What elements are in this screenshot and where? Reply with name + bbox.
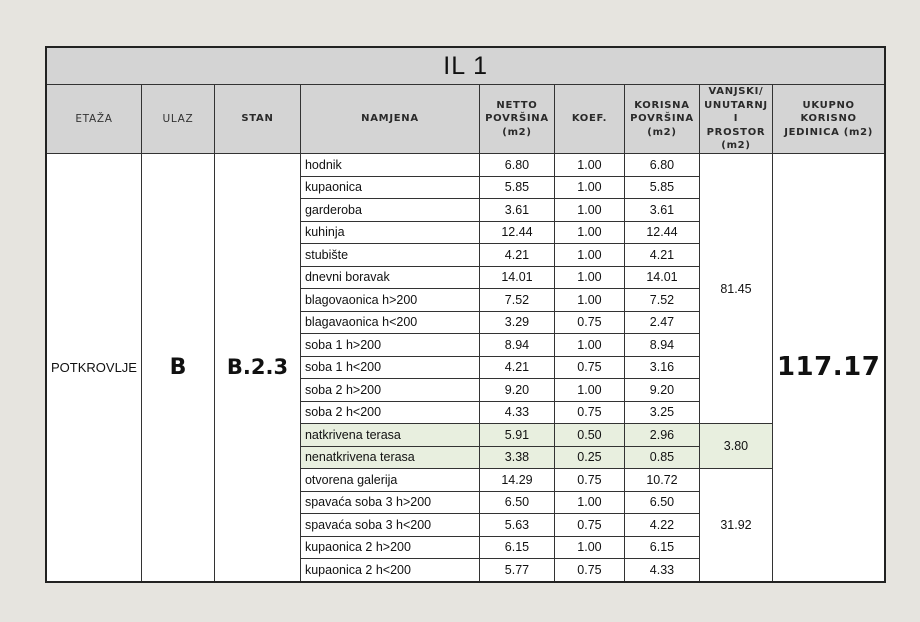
- cell-netto: 4.33: [479, 401, 554, 424]
- cell-namjena: hodnik: [300, 154, 479, 177]
- cell-namjena: soba 2 h>200: [300, 379, 479, 402]
- cell-korisna: 4.21: [624, 244, 699, 267]
- cell-vanjski-total: 81.45: [699, 154, 772, 424]
- cell-ukupno-total: 117.17: [772, 154, 885, 582]
- cell-korisna: 6.50: [624, 491, 699, 514]
- cell-netto: 14.01: [479, 266, 554, 289]
- cell-koef: 0.75: [554, 469, 624, 492]
- cell-ulaz: B: [141, 154, 214, 582]
- cell-namjena: kupaonica 2 h<200: [300, 559, 479, 582]
- cell-netto: 4.21: [479, 356, 554, 379]
- cell-netto: 14.29: [479, 469, 554, 492]
- cell-netto: 3.61: [479, 199, 554, 222]
- area-table-sheet: [45, 46, 886, 583]
- cell-korisna: 8.94: [624, 334, 699, 357]
- header-namjena: NAMJENA: [300, 85, 479, 154]
- cell-namjena: dnevni boravak: [300, 266, 479, 289]
- table-row: [46, 154, 885, 177]
- cell-korisna: 14.01: [624, 266, 699, 289]
- cell-korisna: 2.47: [624, 311, 699, 334]
- cell-namjena: soba 1 h>200: [300, 334, 479, 357]
- cell-namjena: spavaća soba 3 h>200: [300, 491, 479, 514]
- cell-koef: 1.00: [554, 266, 624, 289]
- cell-namjena: kupaonica 2 h>200: [300, 536, 479, 559]
- cell-koef: 0.75: [554, 356, 624, 379]
- cell-netto: 5.85: [479, 176, 554, 199]
- cell-stan: B.2.3: [214, 154, 300, 582]
- cell-koef: 1.00: [554, 176, 624, 199]
- table-body: [46, 154, 885, 582]
- table-title: IL 1: [46, 47, 885, 85]
- cell-vanjski-total: 3.80: [699, 424, 772, 469]
- cell-korisna: 4.22: [624, 514, 699, 537]
- cell-koef: 0.75: [554, 401, 624, 424]
- cell-korisna: 6.80: [624, 154, 699, 177]
- cell-netto: 5.91: [479, 424, 554, 447]
- cell-netto: 5.77: [479, 559, 554, 582]
- header-netto: NETTO POVRŠINA (m2): [479, 85, 554, 154]
- header-korisna: KORISNA POVRŠINA (m2): [624, 85, 699, 154]
- header-ulaz: ULAZ: [141, 85, 214, 154]
- cell-netto: 12.44: [479, 221, 554, 244]
- cell-namjena: kuhinja: [300, 221, 479, 244]
- cell-korisna: 5.85: [624, 176, 699, 199]
- cell-korisna: 3.16: [624, 356, 699, 379]
- header-stan: STAN: [214, 85, 300, 154]
- cell-koef: 1.00: [554, 199, 624, 222]
- cell-namjena: nenatkrivena terasa: [300, 446, 479, 469]
- cell-korisna: 9.20: [624, 379, 699, 402]
- cell-koef: 1.00: [554, 379, 624, 402]
- header-ukupno: UKUPNO KORISNO JEDINICA (m2): [772, 85, 885, 154]
- cell-netto: 9.20: [479, 379, 554, 402]
- area-table: [45, 46, 886, 583]
- cell-netto: 6.15: [479, 536, 554, 559]
- cell-korisna: 6.15: [624, 536, 699, 559]
- cell-namjena: kupaonica: [300, 176, 479, 199]
- header-vanjski: VANJSKI/ UNUTARNJ I PROSTOR (m2): [699, 85, 772, 154]
- cell-netto: 3.38: [479, 446, 554, 469]
- cell-namjena: natkrivena terasa: [300, 424, 479, 447]
- cell-koef: 1.00: [554, 334, 624, 357]
- cell-netto: 3.29: [479, 311, 554, 334]
- header-etaza: ETAŽA: [46, 85, 141, 154]
- cell-namjena: blagavaonica h<200: [300, 311, 479, 334]
- cell-namjena: otvorena galerija: [300, 469, 479, 492]
- cell-korisna: 7.52: [624, 289, 699, 312]
- cell-koef: 1.00: [554, 536, 624, 559]
- cell-namjena: blagovaonica h>200: [300, 289, 479, 312]
- cell-netto: 6.50: [479, 491, 554, 514]
- cell-netto: 6.80: [479, 154, 554, 177]
- cell-koef: 1.00: [554, 244, 624, 267]
- cell-namjena: garderoba: [300, 199, 479, 222]
- cell-namjena: soba 1 h<200: [300, 356, 479, 379]
- cell-koef: 1.00: [554, 491, 624, 514]
- cell-korisna: 3.25: [624, 401, 699, 424]
- cell-namjena: stubište: [300, 244, 479, 267]
- header-koef: KOEF.: [554, 85, 624, 154]
- cell-korisna: 10.72: [624, 469, 699, 492]
- cell-netto: 8.94: [479, 334, 554, 357]
- cell-namjena: soba 2 h<200: [300, 401, 479, 424]
- cell-koef: 1.00: [554, 154, 624, 177]
- cell-koef: 0.75: [554, 311, 624, 334]
- cell-koef: 1.00: [554, 289, 624, 312]
- cell-vanjski-total: 31.92: [699, 469, 772, 582]
- cell-korisna: 4.33: [624, 559, 699, 582]
- cell-namjena: spavaća soba 3 h<200: [300, 514, 479, 537]
- cell-korisna: 0.85: [624, 446, 699, 469]
- cell-koef: 0.75: [554, 514, 624, 537]
- cell-korisna: 12.44: [624, 221, 699, 244]
- cell-koef: 0.25: [554, 446, 624, 469]
- cell-koef: 1.00: [554, 221, 624, 244]
- cell-koef: 0.50: [554, 424, 624, 447]
- cell-koef: 0.75: [554, 559, 624, 582]
- cell-korisna: 3.61: [624, 199, 699, 222]
- cell-netto: 5.63: [479, 514, 554, 537]
- cell-netto: 7.52: [479, 289, 554, 312]
- cell-etaza: POTKROVLJE: [46, 154, 141, 582]
- cell-korisna: 2.96: [624, 424, 699, 447]
- cell-netto: 4.21: [479, 244, 554, 267]
